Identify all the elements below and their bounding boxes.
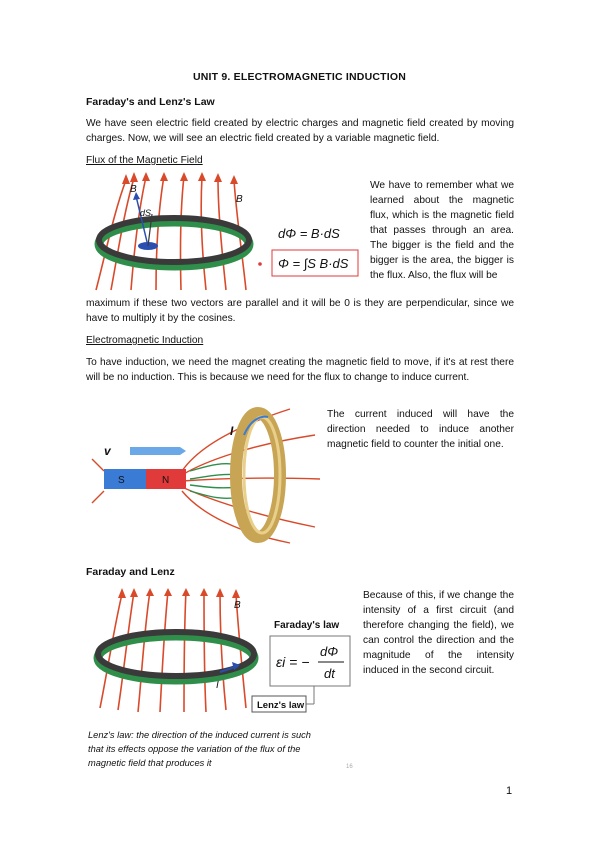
flux-full-paragraph: maximum if these two vectors are parallel and it will be 0 is they are perpendicular, since we have to multiply it by the cosines. xyxy=(86,298,514,324)
equation-phi: Φ = ∫S B·dS xyxy=(278,256,349,271)
figure-tag: 16 xyxy=(346,764,353,770)
fig-label-b2: B xyxy=(236,194,243,205)
equation-dphi: dΦ = B·dS xyxy=(278,226,340,241)
magnet-south xyxy=(104,469,146,489)
induction-paragraph: To have induction, we need the magnet creating the magnetic field to move, if it's at rest there will be no induction. This is because we need for the flux to change to induce current. xyxy=(86,357,514,383)
faraday-lenz-figure xyxy=(88,588,356,773)
lenz-caption-line2: that its effects oppose the variation of the flux of the xyxy=(88,744,301,754)
lenz-caption-line3: magnetic field that produces it xyxy=(88,758,212,768)
current-label: I xyxy=(230,424,234,438)
page-title: UNIT 9. ELECTROMAGNETIC INDUCTION xyxy=(192,71,407,83)
velocity-label: v xyxy=(104,444,111,458)
subheading-flux: Flux of the Magnetic Field xyxy=(86,155,203,166)
flux-figure xyxy=(86,172,361,294)
velocity-arrow xyxy=(130,447,186,455)
field-arrowheads xyxy=(122,172,238,184)
page-number: 1 xyxy=(506,785,513,797)
intro-paragraph: We have seen electric field created by electric charges and magnetic field created by moving charges. Now, we will see an electric field created by a variable magnetic field. xyxy=(86,118,514,144)
section-heading-faraday-lenz-law: Faraday's and Lenz's Law xyxy=(86,96,215,108)
fig-label-b1: B xyxy=(130,184,137,195)
subheading-induction: Electromagnetic Induction xyxy=(86,335,204,346)
eq-numerator: dΦ xyxy=(320,644,339,659)
induction-side-paragraph: The current induced will have the direction needed to induce another magnetic field to counter the initial one. xyxy=(327,409,514,450)
faraday-law-label: Faraday's law xyxy=(274,620,340,631)
fl-current-label: I xyxy=(216,680,219,691)
lenz-law-label: Lenz's law xyxy=(257,700,305,711)
induction-figure xyxy=(90,405,325,545)
section-heading-faraday-and-lenz: Faraday and Lenz xyxy=(86,566,175,578)
flux-side-paragraph: We have to remember what we learned about the magnetic flux, which is the magnetic field that passes through an area. The bigger is the field and the bigger is the area, the bigger is the flux. Also, the flux will be xyxy=(370,180,514,281)
fig-label-ds: dS xyxy=(140,208,152,218)
magnet-label-n: N xyxy=(162,475,170,486)
lenz-caption-line1: Lenz's law: the direction of the induced current is such xyxy=(88,730,311,740)
fl-field-lines xyxy=(100,591,246,712)
fl-b-label: B xyxy=(234,600,241,611)
magnet-label-s: S xyxy=(118,475,125,486)
eq-denominator: dt xyxy=(324,666,335,681)
faraday-lenz-side-paragraph: Because of this, if we change the intensity of a first circuit (and therefore changing the field), we can control the direction and the magnitude of the intensity induced in the second circuit. xyxy=(363,590,514,676)
eq-lhs: εi = − xyxy=(276,654,310,670)
